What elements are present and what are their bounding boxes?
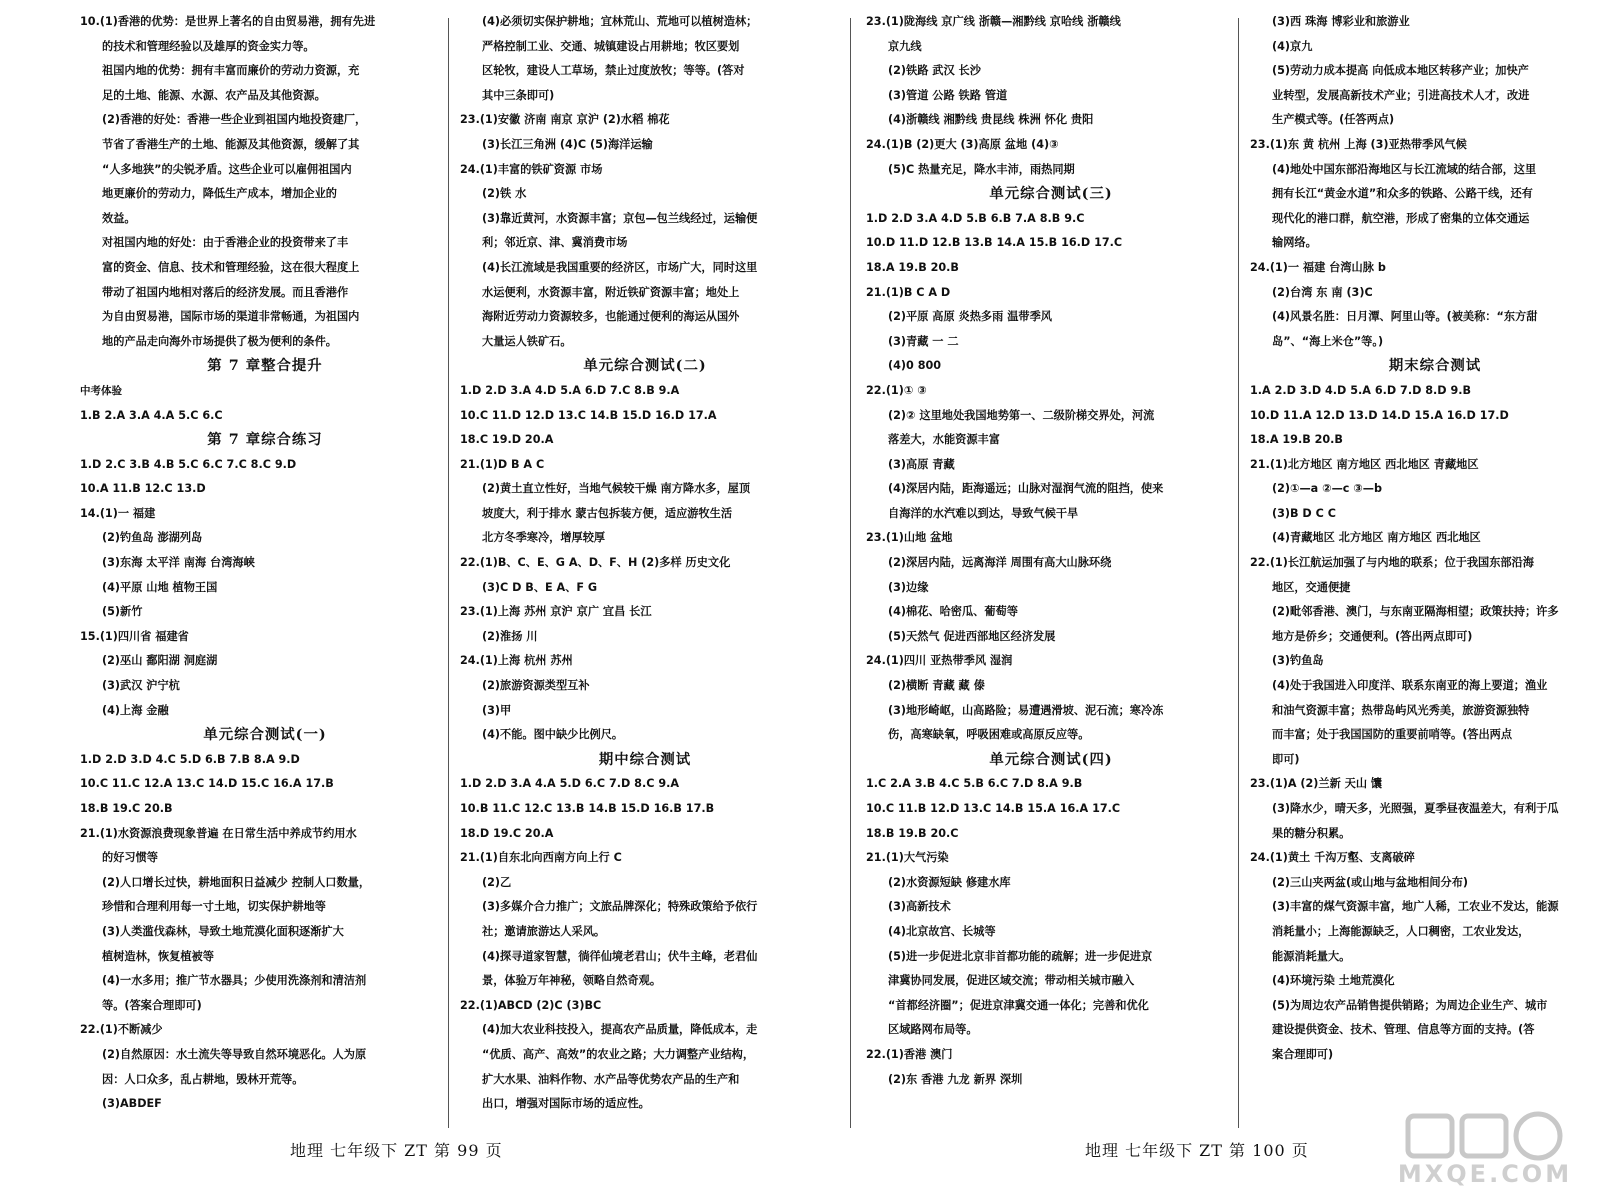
answer-line: 利；邻近京、津、冀消费市场 bbox=[482, 236, 628, 250]
answer-line: (2)铁 水 bbox=[482, 187, 527, 201]
answer-line: 带动了祖国内地相对落后的经济发展。而且香港作 bbox=[102, 285, 349, 299]
answer-line: (2)毗邻香港、澳门，与东南亚隔海相望；政策扶持；许多 bbox=[1272, 605, 1559, 619]
answer-line: (4)环境污染 土地荒漠化 bbox=[1272, 974, 1395, 988]
answer-line: 24.(1)丰富的铁矿资源 市场 bbox=[460, 162, 603, 176]
page-footer-left: 地理 七年级下 ZT 第 99 页 bbox=[290, 1141, 503, 1160]
answer-line: 建设提供资金、技术、管理、信息等方面的支持。(答 bbox=[1272, 1023, 1535, 1037]
answer-line: 1.A 2.D 3.D 4.D 5.A 6.D 7.D 8.D 9.B bbox=[1250, 383, 1472, 397]
answer-line: 水运便利，水资源丰富，附近铁矿资源丰富；地处上 bbox=[482, 285, 740, 299]
answer-line: 23.(1)A (2)兰新 天山 馕 bbox=[1250, 777, 1383, 791]
answer-line: (5)C 热量充足，降水丰沛，雨热同期 bbox=[888, 162, 1075, 176]
answer-line: 23.(1)安徽 济南 南京 京沪 (2)水稻 棉花 bbox=[460, 113, 670, 127]
answer-line: (2)台湾 东 南 (3)C bbox=[1272, 285, 1373, 299]
answer-line: 区域路网布局等。 bbox=[888, 1023, 978, 1037]
answer-line: 1.C 2.A 3.B 4.C 5.B 6.C 7.D 8.A 9.B bbox=[866, 777, 1083, 791]
answer-line: 足的土地、能源、水源、农产品及其他资源。 bbox=[102, 88, 326, 102]
answer-line: (4)上海 金融 bbox=[102, 703, 169, 717]
answer-line: 地的产品走向海外市场提供了极为便利的条件。 bbox=[102, 334, 337, 348]
answer-line: 14.(1)一 福建 bbox=[80, 506, 156, 520]
answer-line: 21.(1)D B A C bbox=[460, 457, 545, 471]
answer-line: (2)自然原因：水土流失等导致自然环境恶化。人为原 bbox=[102, 1047, 367, 1061]
answer-line: (3)武汉 沪宁杭 bbox=[102, 679, 180, 693]
answer-line: (4)长江流域是我国重要的经济区，市场广大，同时这里 bbox=[482, 260, 758, 274]
answer-line: 地区，交通便捷 bbox=[1272, 580, 1351, 594]
answer-line: (4)京九 bbox=[1272, 39, 1313, 53]
answer-line: 24.(1)B (2)更大 (3)高原 盆地 (4)③ bbox=[866, 137, 1059, 151]
answer-line: “首都经济圈”；促进京津冀交通一体化；完善和优化 bbox=[888, 998, 1149, 1012]
answer-line: (2)钓鱼岛 澎湖列岛 bbox=[102, 531, 203, 545]
section-heading: 第 7 章综合练习 bbox=[207, 431, 323, 449]
answer-line: 大量运人铁矿石。 bbox=[482, 334, 572, 348]
answer-line: (4)风景名胜：日月潭、阿里山等。(被美称：“东方甜 bbox=[1272, 310, 1538, 324]
section-heading: 单元综合测试(四) bbox=[989, 750, 1113, 768]
answer-line: 21.(1)自东北向西南方向上行 C bbox=[460, 851, 622, 865]
answer-line: (2)旅游资源类型互补 bbox=[482, 679, 590, 693]
answer-line: (2)①—a ②—c ③—b bbox=[1272, 482, 1382, 496]
answer-line: (2)巫山 鄱阳湖 洞庭湖 bbox=[102, 654, 218, 668]
answer-line: “优质、高产、高效”的农业之路；大力调整产业结构， bbox=[482, 1047, 755, 1061]
answer-line: 案合理即可) bbox=[1272, 1047, 1334, 1061]
answer-line: 业转型，发展高新技术产业；引进高技术人才，改进 bbox=[1272, 88, 1530, 102]
page-divider bbox=[850, 18, 851, 1128]
answer-line: (2)三山夹两盆(或山地与盆地相间分布) bbox=[1272, 875, 1469, 889]
answer-line: 22.(1)ABCD (2)C (3)BC bbox=[460, 998, 602, 1012]
answer-line: 北方冬季寒冷，增厚较厚 bbox=[482, 531, 606, 545]
answer-line: (5)天然气 促进西部地区经济发展 bbox=[888, 629, 1056, 643]
answer-line: 18.A 19.B 20.B bbox=[1250, 433, 1343, 447]
answer-line: (4)地处中国东部沿海地区与长江流域的结合部，这里 bbox=[1272, 162, 1537, 176]
answer-line: 地方是侨乡；交通便利。(答出两点即可) bbox=[1272, 629, 1473, 643]
answer-line: 1.D 2.D 3.A 4.D 5.A 6.D 7.C 8.B 9.A bbox=[460, 383, 680, 397]
answer-column-3 bbox=[866, 10, 1236, 1130]
answer-column-4 bbox=[1250, 10, 1600, 1130]
answer-line: 能源消耗量大。 bbox=[1272, 949, 1351, 963]
answer-line: 10.C 11.D 12.D 13.C 14.B 15.D 16.D 17.A bbox=[460, 408, 717, 422]
answer-line: (3)靠近黄河，水资源丰富；京包—包兰线经过，运输便 bbox=[482, 211, 758, 225]
answer-line: (2)水资源短缺 修建水库 bbox=[888, 875, 1011, 889]
answer-line: (4)棉花、哈密瓜、葡萄等 bbox=[888, 605, 1018, 619]
answer-line: (2)淮扬 川 bbox=[482, 629, 538, 643]
answer-line: (2)深居内陆，远离海洋 周围有高大山脉环绕 bbox=[888, 556, 1112, 570]
answer-line: 伤，高寒缺氧，呼吸困难或高原反应等。 bbox=[888, 728, 1090, 742]
answer-line: 18.B 19.C 20.B bbox=[80, 802, 173, 815]
answer-line: (4)加大农业科技投入，提高农产品质量，降低成本，走 bbox=[482, 1023, 758, 1037]
answer-line: (4)0 800 bbox=[888, 359, 942, 373]
section-heading: 第 7 章整合提升 bbox=[207, 357, 323, 375]
answer-line: (3)C D B、E A、F G bbox=[482, 580, 598, 594]
answer-line: 坡度大，利于排水 蒙古包拆装方便，适应游牧生活 bbox=[482, 506, 733, 520]
answer-line: 严格控制工业、交通、城镇建设占用耕地；牧区要划 bbox=[482, 39, 740, 53]
answer-line: (2)香港的好处：香港一些企业到祖国内地投资建厂， bbox=[102, 113, 367, 127]
answer-line: (3)边缘 bbox=[888, 580, 929, 594]
section-heading: 单元综合测试(三) bbox=[989, 185, 1113, 203]
answer-line: 消耗量小；上海能源缺乏，人口稠密，工农业发达， bbox=[1272, 924, 1530, 938]
answer-line: (4)深居内陆，距海遥远；山脉对湿润气流的阻挡，使来 bbox=[888, 482, 1164, 496]
answer-line: 为自由贸易港，国际市场的渠道非常畅通，为祖国内 bbox=[102, 310, 360, 324]
answer-line: 24.(1)上海 杭州 苏州 bbox=[460, 654, 573, 668]
answer-line: 21.(1)北方地区 南方地区 西北地区 青藏地区 bbox=[1250, 457, 1479, 471]
answer-line: 出口，增强对国际市场的适应性。 bbox=[482, 1097, 650, 1111]
answer-line: (2)② 这里地处我国地势第一、二级阶梯交界处，河流 bbox=[888, 408, 1155, 422]
answer-line: (2)黄土直立性好，当地气候较干燥 南方降水多，屋顶 bbox=[482, 482, 751, 496]
answer-line: (3)甲 bbox=[482, 703, 512, 717]
answer-line: 18.A 19.B 20.B bbox=[866, 260, 959, 274]
answer-line: (4)处于我国进入印度洋、联系东南亚的海上要道；渔业 bbox=[1272, 679, 1548, 693]
answer-line: 23.(1)上海 苏州 京沪 京广 宜昌 长江 bbox=[460, 605, 652, 619]
answer-line: 18.B 19.B 20.C bbox=[866, 826, 959, 840]
answer-line: 10.B 11.C 12.C 13.B 14.B 15.D 16.B 17.B bbox=[460, 802, 715, 815]
answer-line: (2)乙 bbox=[482, 875, 512, 889]
answer-line: 京九线 bbox=[888, 39, 922, 53]
answer-line: 和油气资源丰富；热带岛屿风光秀美，旅游资源独特 bbox=[1272, 703, 1530, 717]
answer-line: 1.D 2.D 3.A 4.A 5.D 6.C 7.D 8.C 9.A bbox=[460, 777, 680, 791]
answer-line: (3)长江三角洲 (4)C (5)海洋运输 bbox=[482, 137, 653, 151]
answer-line: 10.A 11.B 12.C 13.D bbox=[80, 482, 206, 496]
answer-line: 22.(1)① ③ bbox=[866, 383, 927, 397]
answer-line: 24.(1)四川 亚热带季风 湿润 bbox=[866, 654, 1013, 668]
answer-line: (3)钓鱼岛 bbox=[1272, 654, 1324, 668]
answer-line: 10.C 11.B 12.D 13.C 14.B 15.A 16.A 17.C bbox=[866, 802, 1121, 815]
answer-line: (5)进一步促进北京非首都功能的疏解；进一步促进京 bbox=[888, 949, 1153, 963]
answer-line: (3)B D C C bbox=[1272, 506, 1336, 520]
answer-line: 其中三条即可) bbox=[482, 88, 555, 102]
answer-line: (3)ABDEF bbox=[102, 1097, 162, 1111]
answer-line: (3)西 珠海 博彩业和旅游业 bbox=[1272, 15, 1410, 28]
answer-line: (2)东 香港 九龙 新界 深圳 bbox=[888, 1072, 1023, 1086]
answer-line: 输网络。 bbox=[1272, 236, 1317, 250]
answer-line: (4)青藏地区 北方地区 南方地区 西北地区 bbox=[1272, 531, 1481, 545]
section-heading: 期末综合测试 bbox=[1388, 357, 1482, 375]
answer-line: (4)北京故宫、长城等 bbox=[888, 924, 996, 938]
answer-line: (3)地形崎岖，山高路险；易遭遇滑坡、泥石流；寒冷冻 bbox=[888, 703, 1164, 717]
answer-line: (3)降水少，晴天多，光照强，夏季昼夜温差大，有利于瓜 bbox=[1272, 802, 1559, 815]
answer-line: 18.D 19.C 20.A bbox=[460, 826, 554, 840]
answer-line: (4)必须切实保护耕地；宜林荒山、荒地可以植树造林； bbox=[482, 15, 758, 28]
answer-line: 地更廉价的劳动力，降低生产成本，增加企业的 bbox=[102, 187, 337, 201]
answer-line: 拥有长江“黄金水道”和众多的铁路、公路干线，还有 bbox=[1272, 187, 1533, 201]
answer-line: 自海洋的水汽难以到达，导致气候干旱 bbox=[888, 506, 1079, 520]
answer-line: 景，体验万年神秘，领略自然奇观。 bbox=[482, 974, 662, 988]
section-heading: 单元综合测试(二) bbox=[583, 357, 707, 375]
answer-line: (2)横断 青藏 藏 傣 bbox=[888, 679, 985, 693]
answer-line: (2)平原 高原 炎热多雨 温带季风 bbox=[888, 310, 1052, 324]
answer-line: (5)新竹 bbox=[102, 605, 143, 619]
answer-line: 1.D 2.D 3.D 4.C 5.D 6.B 7.B 8.A 9.D bbox=[80, 752, 300, 766]
answer-line: 即可) bbox=[1272, 752, 1300, 766]
answer-line: “人多地狭”的尖锐矛盾。这些企业可以雇佣祖国内 bbox=[102, 162, 352, 176]
answer-line: (3)青藏 一 二 bbox=[888, 334, 959, 348]
answer-line: 祖国内地的优势：拥有丰富而廉价的劳动力资源，充 bbox=[102, 64, 360, 78]
answer-line: 节省了香港生产的土地、能源及其他资源，缓解了其 bbox=[102, 137, 360, 151]
answer-line: 18.C 19.D 20.A bbox=[460, 433, 554, 447]
answer-line: 23.(1)陇海线 京广线 浙赣—湘黔线 京哈线 浙赣线 bbox=[866, 15, 1121, 28]
section-heading: 单元综合测试(一) bbox=[203, 726, 327, 744]
answer-line: 15.(1)四川省 福建省 bbox=[80, 629, 189, 643]
answer-line: 的技术和管理经验以及雄厚的资金实力等。 bbox=[102, 39, 315, 53]
answer-line: 22.(1)香港 澳门 bbox=[866, 1047, 953, 1061]
answer-line: 24.(1)一 福建 台湾山脉 b bbox=[1250, 260, 1386, 274]
answer-line: 21.(1)水资源浪费现象普遍 在日常生活中养成节约用水 bbox=[80, 826, 357, 840]
page-footer-right: 地理 七年级下 ZT 第 100 页 bbox=[1085, 1141, 1309, 1160]
answer-line: 区轮牧，建设人工草场，禁止过度放牧；等等。(答对 bbox=[482, 64, 745, 78]
answer-line: 1.D 2.D 3.A 4.D 5.B 6.B 7.A 8.B 9.C bbox=[866, 211, 1085, 225]
answer-line: 对祖国内地的好处：由于香港企业的投资带来了丰 bbox=[102, 236, 349, 250]
answer-line: 22.(1)不断减少 bbox=[80, 1023, 163, 1037]
answer-line: (4)探寻道家智慧，徜徉仙境老君山；伏牛主峰，老君仙 bbox=[482, 949, 758, 963]
watermark-text: MXQE.COM bbox=[1397, 1160, 1573, 1188]
answer-line: 生产模式等。(任答两点) bbox=[1272, 113, 1395, 127]
answer-line: 植树造林，恢复植被等 bbox=[102, 949, 214, 963]
answer-line: 10.D 11.A 12.D 13.D 14.D 15.A 16.D 17.D bbox=[1250, 408, 1509, 422]
answer-line: 24.(1)黄土 千沟万壑、支离破碎 bbox=[1250, 851, 1415, 865]
subsection-label: 中考体验 bbox=[80, 384, 122, 397]
answer-line: 海附近劳动力资源较多，也能通过便利的海运从国外 bbox=[482, 310, 740, 324]
column-divider bbox=[448, 18, 449, 1128]
answer-line: (3)丰富的煤气资源丰富，地广人稀，工农业不发达，能源 bbox=[1272, 900, 1559, 914]
answer-line: 因：人口众多，乱占耕地，毁林开荒等。 bbox=[102, 1072, 304, 1086]
column-divider bbox=[1238, 18, 1239, 1128]
answer-line: 津冀协同发展，促进区域交流；带动相关城市融入 bbox=[888, 974, 1135, 988]
answer-line: 1.D 2.C 3.B 4.B 5.C 6.C 7.C 8.C 9.D bbox=[80, 457, 297, 471]
answer-line: 珍惜和合理利用每一寸土地，切实保护耕地等 bbox=[102, 900, 326, 914]
answer-line: (4)浙赣线 湘黔线 贵昆线 株洲 怀化 贵阳 bbox=[888, 113, 1094, 127]
answer-line: 的好习惯等 bbox=[102, 851, 158, 865]
answer-line: (2)人口增长过快，耕地面积日益减少 控制人口数量， bbox=[102, 875, 371, 889]
answer-line: 扩大水果、油料作物、水产品等优势农产品的生产和 bbox=[482, 1072, 740, 1086]
section-heading: 期中综合测试 bbox=[598, 750, 692, 768]
answer-line: 岛”、“海上米仓”等。) bbox=[1272, 334, 1384, 348]
answer-line: (4)平原 山地 植物王国 bbox=[102, 580, 218, 594]
answer-line: 现代化的港口群，航空港，形成了密集的立体交通运 bbox=[1272, 211, 1530, 225]
answer-line: 21.(1)大气污染 bbox=[866, 851, 949, 865]
answer-line: (3)高新技术 bbox=[888, 900, 951, 914]
answer-line: (5)为周边农产品销售提供销路；为周边企业生产、城市 bbox=[1272, 998, 1548, 1012]
answer-line: 10.(1)香港的优势：是世界上著名的自由贸易港，拥有先进 bbox=[80, 15, 376, 28]
answer-line: 22.(1)长江航运加强了与内地的联系；位于我国东部沿海 bbox=[1250, 556, 1534, 570]
answer-line: 23.(1)东 黄 杭州 上海 (3)亚热带季风气候 bbox=[1250, 137, 1467, 151]
answer-line: (2)铁路 武汉 长沙 bbox=[888, 64, 981, 78]
answer-line: 10.D 11.D 12.B 13.B 14.A 15.B 16.D 17.C bbox=[866, 236, 1123, 250]
answer-line: (4)一水多用；推广节水器具；少使用洗涤剂和清洁剂 bbox=[102, 974, 367, 988]
answer-line: 23.(1)山地 盆地 bbox=[866, 531, 953, 545]
answer-line: 1.B 2.A 3.A 4.A 5.C 6.C bbox=[80, 408, 223, 422]
answer-column-1 bbox=[80, 10, 450, 1130]
answer-line: 果的糖分积累。 bbox=[1272, 826, 1351, 840]
answer-line: 10.C 11.C 12.A 13.C 14.D 15.C 16.A 17.B bbox=[80, 777, 334, 791]
answer-line: 21.(1)B C A D bbox=[866, 285, 951, 299]
answer-line: 而丰富；处于我国国防的重要前哨等。(答出两点 bbox=[1272, 728, 1513, 742]
answer-line: (4)不能。图中缺少比例尺。 bbox=[482, 728, 624, 742]
answer-line: 落差大，水能资源丰富 bbox=[888, 433, 1000, 447]
answer-line: (5)劳动力成本提高 向低成本地区转移产业；加快产 bbox=[1272, 64, 1529, 78]
answer-line: 等。(答案合理即可) bbox=[102, 998, 202, 1012]
answer-line: 社；邀请旅游达人采风。 bbox=[482, 924, 606, 938]
answer-line: (3)管道 公路 铁路 管道 bbox=[888, 88, 1008, 102]
answer-line: (3)人类滥伐森林，导致土地荒漠化面积逐渐扩大 bbox=[102, 924, 344, 938]
answer-line: (3)多媒介合力推广；文旅品牌深化；特殊政策给予依行 bbox=[482, 900, 758, 914]
answer-line: (3)东海 太平洋 南海 台湾海峡 bbox=[102, 556, 255, 570]
answer-line: 效益。 bbox=[102, 211, 136, 225]
answer-line: (3)高原 青藏 bbox=[888, 457, 955, 471]
answer-line: 富的资金、信息、技术和管理经验，这在很大程度上 bbox=[102, 260, 360, 274]
answer-column-2 bbox=[460, 10, 830, 1130]
answer-line: 22.(1)B、C、E、G A、D、F、H (2)多样 历史文化 bbox=[460, 556, 731, 570]
